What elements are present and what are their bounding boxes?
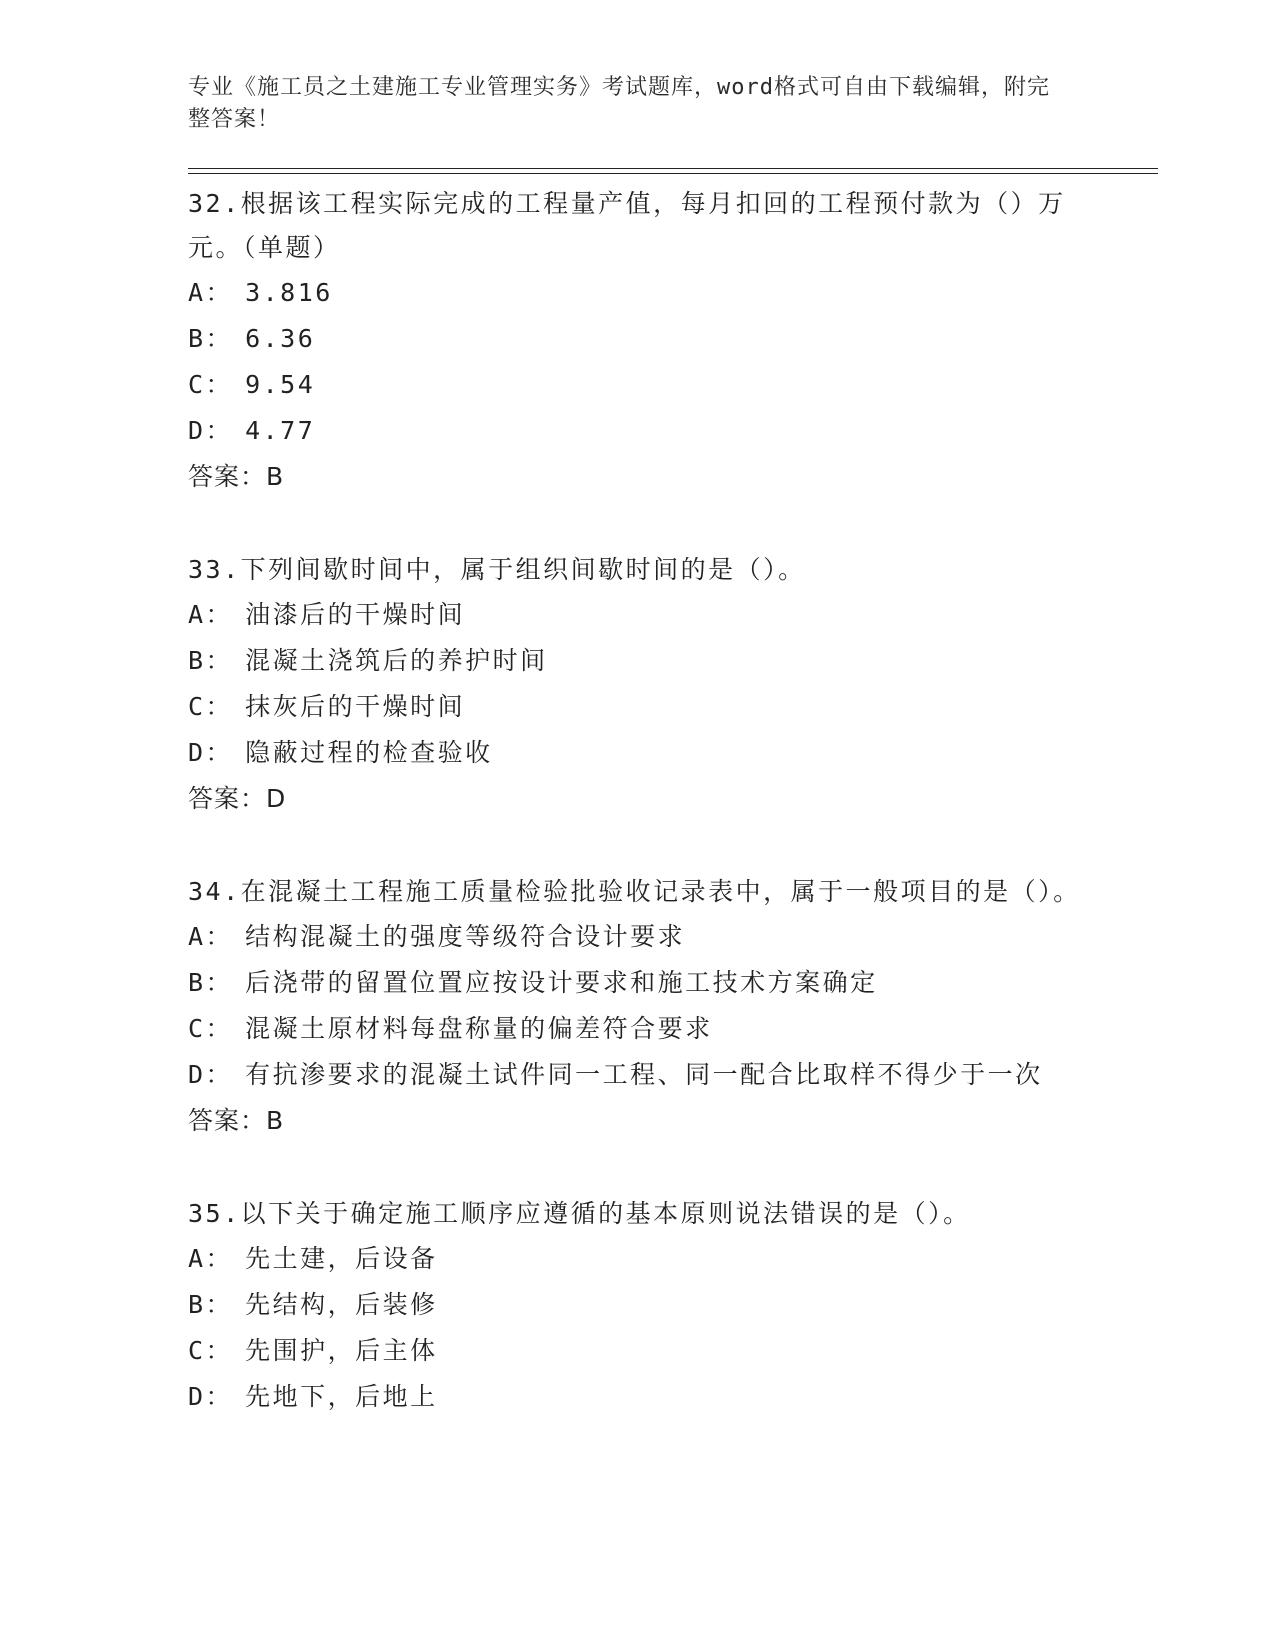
divider-line xyxy=(188,173,1158,174)
option-letter: A： xyxy=(188,600,234,629)
option-text: 9.54 xyxy=(245,370,316,399)
option-letter: B： xyxy=(188,324,234,353)
option-text: 油漆后的干燥时间 xyxy=(245,600,466,629)
option-b xyxy=(188,316,1158,362)
option-text: 先地下，后地上 xyxy=(245,1382,438,1411)
option-text: 混凝土原材料每盘称量的偏差符合要求 xyxy=(245,1014,713,1043)
option-text: 后浇带的留置位置应按设计要求和施工技术方案确定 xyxy=(245,968,878,997)
option-text: 结构混凝土的强度等级符合设计要求 xyxy=(245,922,686,951)
question-stem: 32.根据该工程实际完成的工程量产值，每月扣回的工程预付款为（）万元。（单题） xyxy=(188,189,1066,262)
option-text: 4.77 xyxy=(245,416,316,445)
document-header: 专业《施工员之土建施工专业管理实务》考试题库，word格式可自由下载编辑，附完整答案！ xyxy=(188,75,1050,132)
option-letter: C： xyxy=(188,1336,234,1365)
question-stem: 33.下列间歇时间中，属于组织间歇时间的是（）。 xyxy=(188,555,806,584)
option-text: 先土建，后设备 xyxy=(245,1244,438,1273)
divider-line xyxy=(188,168,1158,169)
option-letter: A： xyxy=(188,1244,234,1273)
answer-line: 答案：B xyxy=(188,462,285,491)
header-divider xyxy=(188,168,1158,174)
option-letter: C： xyxy=(188,370,234,399)
option-letter: A： xyxy=(188,922,234,951)
question-list xyxy=(188,182,1158,1420)
document-page xyxy=(188,72,1158,1420)
option-text: 抹灰后的干燥时间 xyxy=(245,692,466,721)
option-b xyxy=(188,638,1158,684)
option-letter: B： xyxy=(188,1290,234,1319)
answer-line: 答案：B xyxy=(188,1106,285,1135)
option-c xyxy=(188,684,1158,730)
option-c xyxy=(188,362,1158,408)
option-letter: A： xyxy=(188,278,234,307)
option-letter: C： xyxy=(188,1014,234,1043)
option-letter: D： xyxy=(188,416,234,445)
question-stem: 35.以下关于确定施工顺序应遵循的基本原则说法错误的是（）。 xyxy=(188,1199,971,1228)
option-b xyxy=(188,960,1158,1006)
option-letter: B： xyxy=(188,968,234,997)
question-34 xyxy=(188,870,1158,1144)
option-letter: B： xyxy=(188,646,234,675)
option-b xyxy=(188,1282,1158,1328)
option-c xyxy=(188,1328,1158,1374)
option-text: 隐蔽过程的检查验收 xyxy=(245,738,493,767)
question-35 xyxy=(188,1192,1158,1420)
option-a xyxy=(188,270,1158,316)
option-d xyxy=(188,1374,1158,1420)
option-d xyxy=(188,730,1158,776)
option-text: 3.816 xyxy=(245,278,333,307)
option-a xyxy=(188,592,1158,638)
option-a xyxy=(188,1236,1158,1282)
question-33 xyxy=(188,548,1158,822)
option-letter: D： xyxy=(188,738,234,767)
option-letter: C： xyxy=(188,692,234,721)
option-d xyxy=(188,408,1158,454)
option-text: 先结构，后装修 xyxy=(245,1290,438,1319)
option-a xyxy=(188,914,1158,960)
question-stem: 34.在混凝土工程施工质量检验批验收记录表中，属于一般项目的是（）。 xyxy=(188,877,1081,906)
option-letter: D： xyxy=(188,1060,234,1089)
question-32 xyxy=(188,182,1158,500)
option-text: 混凝土浇筑后的养护时间 xyxy=(245,646,548,675)
answer-line: 答案：D xyxy=(188,784,287,813)
option-letter: D： xyxy=(188,1382,234,1411)
option-text: 有抗渗要求的混凝土试件同一工程、同一配合比取样不得少于一次 xyxy=(245,1060,1043,1089)
option-text: 6.36 xyxy=(245,324,316,353)
option-text: 先围护，后主体 xyxy=(245,1336,438,1365)
option-c xyxy=(188,1006,1158,1052)
option-d xyxy=(188,1052,1158,1098)
